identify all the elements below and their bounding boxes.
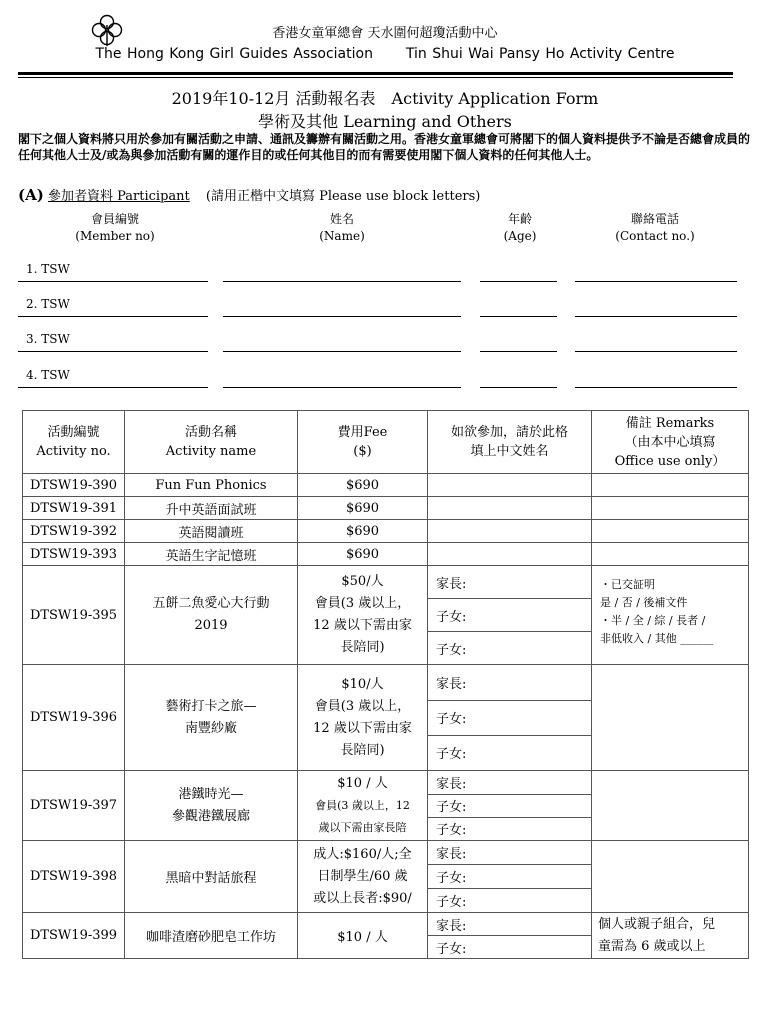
activity-fee [298, 841, 428, 913]
activity-code: DTSW19-396 [23, 665, 125, 771]
join-name-cell [428, 771, 592, 841]
activity-name: 黑暗中對話旅程 [125, 841, 298, 913]
activity-code: DTSW19-395 [23, 566, 125, 665]
participant-row [18, 332, 738, 352]
section-a-heading [18, 185, 480, 204]
age-line[interactable] [480, 316, 557, 317]
header-text: 如欲參加，請於此格 [450, 425, 568, 440]
parent-field[interactable]: 家長: [428, 666, 591, 701]
parent-field[interactable]: 家長: [428, 772, 591, 795]
activities-table [22, 410, 749, 959]
member-no-line[interactable] [18, 351, 208, 352]
form-subtitle: 學術及其他 Learning and Others [258, 112, 512, 131]
activity-fee: $690 [298, 520, 428, 543]
table-row [23, 566, 749, 665]
age-line[interactable] [480, 387, 557, 388]
header-rule-thin [18, 77, 733, 78]
remarks-cell [592, 497, 749, 520]
join-name-cell [428, 566, 592, 665]
centre-name-en: Tin Shui Wai Pansy Ho Activity Centre [405, 46, 675, 62]
remark-line: ・已交証明 [600, 578, 655, 591]
child-field[interactable]: 子女: [428, 865, 591, 889]
activity-fee: $690 [298, 474, 428, 497]
table-row [23, 474, 749, 497]
join-name-subtable [428, 841, 591, 912]
member-no-line[interactable] [18, 281, 208, 282]
join-name-subtable [428, 666, 591, 770]
member-no-line[interactable] [18, 316, 208, 317]
join-name-cell [428, 665, 592, 771]
activity-fee: $690 [298, 543, 428, 566]
header-text: 費用Fee [337, 425, 388, 440]
remarks-cell [592, 841, 749, 913]
activity-name: 咖啡渣磨砂肥皂工作坊 [125, 913, 298, 959]
table-row [23, 497, 749, 520]
column-label-zh: 姓名 [329, 212, 354, 226]
age-line[interactable] [480, 351, 557, 352]
column-label-en: (Age) [503, 229, 537, 243]
remarks-cell [592, 520, 749, 543]
activity-code: DTSW19-392 [23, 520, 125, 543]
activity-name [125, 566, 298, 665]
remark-line: 童需為 6 歲或以上 [598, 938, 706, 954]
org-name-en: The Hong Kong Girl Guides Association [95, 46, 373, 62]
remark-line: ・半 / 全 / 綜 / 長者 / [600, 614, 706, 627]
activity-name-line: 2019 [194, 618, 228, 633]
remark-line: 是 / 否 / 後補文件 [600, 596, 688, 609]
child-field[interactable]: 子女: [436, 823, 467, 838]
participant-row [18, 297, 738, 317]
column-label-zh: 年齡 [507, 212, 532, 226]
remarks-cell [592, 913, 749, 959]
contact-line[interactable] [575, 316, 737, 317]
activity-fee [298, 665, 428, 771]
remark-line: 個人或親子組合，兒 [598, 916, 716, 932]
participant-row-label: 4. TSW [26, 368, 70, 382]
join-name-subtable [428, 913, 591, 958]
contact-line[interactable] [575, 351, 737, 352]
join-name-cell[interactable] [428, 520, 592, 543]
header-text: 備註 Remarks [625, 415, 715, 431]
header-text: Activity name [165, 444, 257, 459]
activity-code: DTSW19-397 [23, 771, 125, 841]
header-text: 填上中文姓名 [470, 444, 549, 459]
column-label-en: (Contact no.) [615, 229, 695, 243]
activity-fee: $10 / 人 [298, 913, 428, 959]
name-line[interactable] [223, 316, 461, 317]
child-field[interactable]: 子女: [436, 747, 467, 762]
activity-name: 升中英語面試班 [125, 497, 298, 520]
name-line[interactable] [223, 281, 461, 282]
activity-name-line: 南豐紗廠 [184, 720, 237, 736]
participant-row-label: 1. TSW [26, 262, 70, 276]
form-title: 2019年10-12月 活動報名表 Activity Application Form [171, 89, 599, 108]
child-field[interactable]: 子女: [436, 941, 467, 957]
fee-line: 12 歲以下需由家 [313, 720, 412, 736]
activity-name [125, 665, 298, 771]
member-no-line[interactable] [18, 387, 208, 388]
activity-name [125, 771, 298, 841]
header-text: ($) [353, 444, 372, 459]
activity-name: 英語生字記憶班 [125, 543, 298, 566]
remarks-cell [592, 566, 749, 665]
org-name-zh: 香港女童軍總會 天水圍何超瓊活動中心 [272, 26, 498, 41]
participant-row [18, 368, 738, 388]
activity-code: DTSW19-398 [23, 841, 125, 913]
child-field[interactable]: 子女: [428, 599, 591, 632]
table-row [23, 771, 749, 841]
participant-row-label: 2. TSW [26, 297, 70, 311]
section-a-instruction: (請用正楷中文填寫 Please use block letters) [205, 189, 481, 204]
column-label-en: (Member no) [75, 229, 155, 243]
contact-line[interactable] [575, 281, 737, 282]
activity-code: DTSW19-391 [23, 497, 125, 520]
column-header-contact [580, 211, 730, 245]
participant-row [18, 262, 738, 282]
name-line[interactable] [223, 351, 461, 352]
fee-line: 成人:$160/人;全 [313, 846, 412, 862]
activity-code: DTSW19-393 [23, 543, 125, 566]
header-text: （由本中心填寫 [624, 434, 716, 450]
join-name-cell[interactable] [428, 497, 592, 520]
activity-name: 英語閱讀班 [125, 520, 298, 543]
name-line[interactable] [223, 387, 461, 388]
parent-field[interactable]: 家長: [428, 566, 591, 599]
section-a-label: (A) [18, 186, 44, 204]
activity-name-line: 參觀港鐵展廊 [171, 808, 250, 824]
activity-code: DTSW19-399 [23, 913, 125, 959]
column-header-member-no [40, 211, 190, 245]
fee-line: $10/人 [341, 676, 384, 692]
remarks-cell [592, 543, 749, 566]
header-activity-name [125, 411, 298, 474]
activity-code: DTSW19-390 [23, 474, 125, 497]
child-field[interactable]: 子女: [436, 642, 467, 658]
join-name-cell[interactable] [428, 543, 592, 566]
fee-line: 日制學生/60 歲 [317, 868, 408, 884]
header-fee [298, 411, 428, 474]
table-row [23, 665, 749, 771]
header-text: Office use only） [614, 453, 726, 469]
fee-line: 會員(3 歲以上， [314, 698, 411, 714]
column-label-en: (Name) [319, 229, 365, 243]
join-name-cell[interactable] [428, 474, 592, 497]
join-name-subtable [428, 566, 591, 664]
table-row [23, 841, 749, 913]
activity-name-line: 港鐵時光— [178, 786, 244, 802]
table-row [23, 913, 749, 959]
join-name-subtable [428, 772, 591, 840]
remarks-cell [592, 771, 749, 841]
section-a-title: 參加者資料 Participant [47, 189, 190, 204]
header-activity-no [23, 411, 125, 474]
activity-name: Fun Fun Phonics [125, 474, 298, 497]
activity-fee: $690 [298, 497, 428, 520]
activity-name-line: 五餅二魚愛心大行動 [152, 596, 270, 611]
column-header-name [262, 211, 422, 245]
header-text: Activity no. [36, 444, 111, 459]
join-name-cell [428, 841, 592, 913]
header-remarks [592, 411, 749, 474]
child-field[interactable]: 子女: [428, 700, 591, 735]
column-header-age [480, 211, 560, 245]
header-text: 活動名稱 [184, 425, 237, 440]
table-row [23, 520, 749, 543]
child-field[interactable]: 子女: [428, 794, 591, 817]
activity-fee [298, 771, 428, 841]
fee-line: 或以上長者:$90/ [313, 890, 412, 906]
fee-line: 長陪同) [340, 742, 385, 758]
activity-fee [298, 566, 428, 665]
fee-line: 12 歲以下需由家 [313, 618, 412, 633]
participant-row-label: 3. TSW [26, 332, 70, 346]
header-join-name [428, 411, 592, 474]
join-name-cell [428, 913, 592, 959]
table-row [23, 543, 749, 566]
fee-line: $10 / 人 [337, 775, 388, 791]
remarks-cell [592, 474, 749, 497]
privacy-notice: 閣下之個人資料將只用於參加有關活動之申請、通訊及籌辦有關活動之用。香港女童軍總會可將閣下的個人資料提供予不論是否總會成員的任何其他人士及/或為與參加活動有關的運作目的或任何其他目的而有需要使用閣下個人資料的任何其他人士。 [18, 132, 751, 162]
fee-line: 長陪同) [340, 640, 385, 655]
header-rule-thick [18, 72, 733, 75]
column-label-zh: 聯絡電話 [630, 212, 679, 226]
fee-line: $50/人 [341, 574, 384, 589]
fee-line: 會員(3 歲以上，12 [315, 798, 410, 812]
parent-field[interactable]: 家長: [428, 841, 591, 865]
age-line[interactable] [480, 281, 557, 282]
contact-line[interactable] [575, 387, 737, 388]
child-field[interactable]: 子女: [436, 895, 467, 910]
column-label-zh: 會員編號 [90, 212, 139, 226]
activity-name-line: 藝術打卡之旅— [165, 698, 257, 714]
remark-line: 非低收入 / 其他 ______ [600, 632, 714, 645]
table-header-row [23, 411, 749, 474]
fee-line: 會員(3 歲以上， [314, 596, 411, 611]
remarks-cell [592, 665, 749, 771]
parent-field[interactable]: 家長: [428, 913, 591, 936]
org-name-en-line [0, 46, 770, 62]
fee-line: 歲以下需由家長陪 [318, 820, 407, 834]
header-text: 活動編號 [47, 425, 100, 440]
